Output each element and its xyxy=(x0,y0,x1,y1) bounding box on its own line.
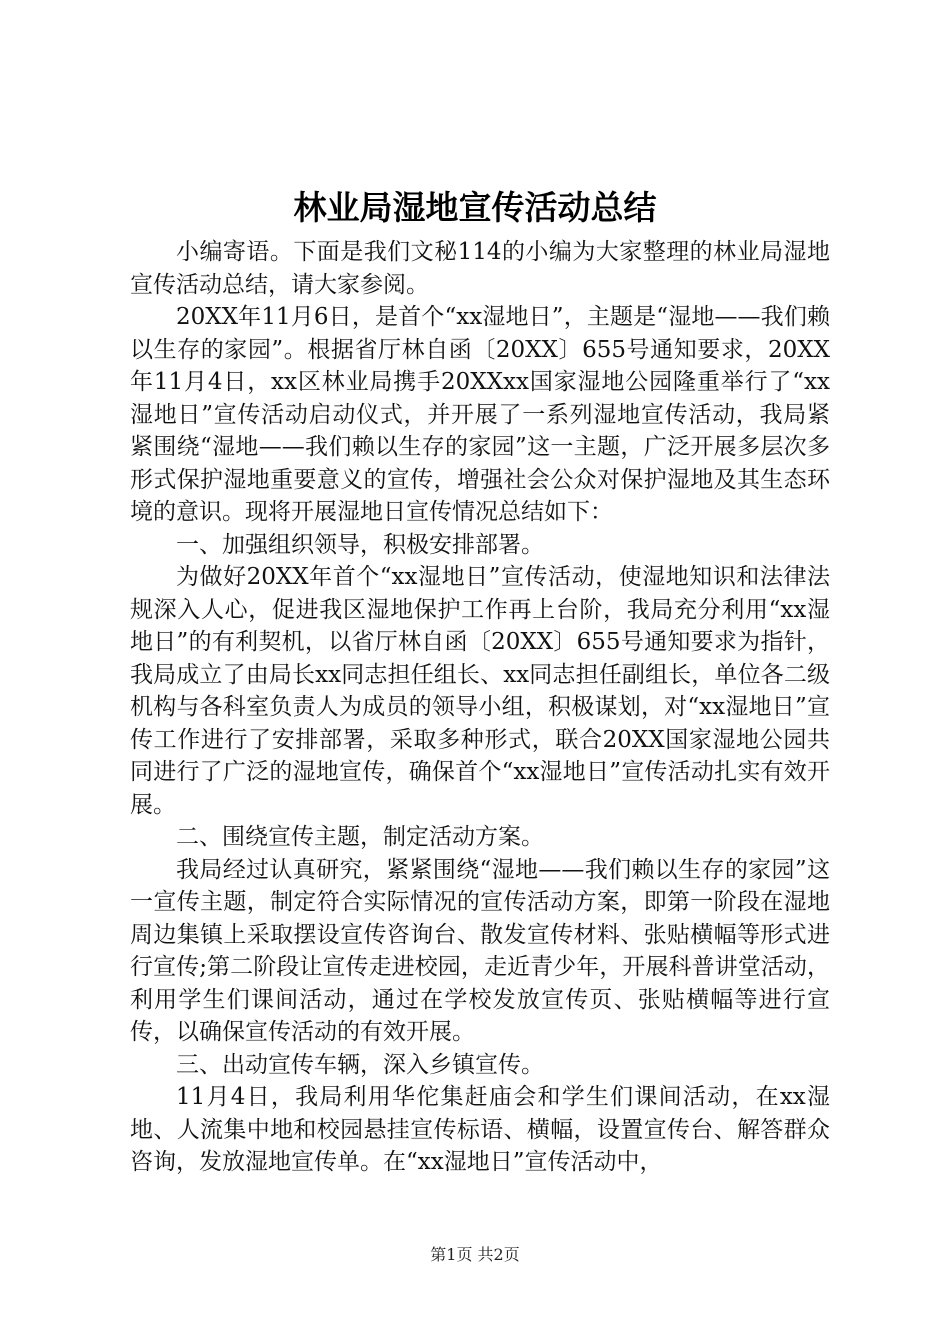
paragraph-section-3: 11月4日，我局利用华佗集赶庙会和学生们课间活动，在xx湿地、人流集中地和校园悬挂宣传标语、横幅，设置宣传台、解答群众咨询，发放湿地宣传单。在“xx湿地日”宣传活动中， xyxy=(130,1084,830,1175)
document-title: 林业局湿地宣传活动总结 xyxy=(293,188,657,227)
paragraph-section-1: 为做好20XX年首个“xx湿地日”宣传活动，使湿地知识和法律法规深入人心，促进我区湿地保护工作再上台阶，我局充分利用“xx湿地日”的有利契机，以省厅林自函〔20XX〕655号通知要求为指针，我局成立了由局长xx同志担任组长、xx同志担任副组长，单位各二级机构与各科室负责人为成员的领导小组，积极谋划，对“xx湿地日”宣传工作进行了安排部署，采取多种形式，联合20XX国家湿地公园共同进行了广泛的湿地宣传，确保首个“xx湿地日”宣传活动扎实有效开展。 xyxy=(130,564,830,818)
paragraph-overview: 20XX年11月6日，是首个“xx湿地日”，主题是“湿地——我们赖以生存的家园”。根据省厅林自函〔20XX〕655号通知要求，20XX年11月4日，xx区林业局携手20XXxx国家湿地公园隆重举行了“xx湿地日”宣传活动启动仪式，并开展了一系列湿地宣传活动，我局紧紧围绕“湿地——我们赖以生存的家园”这一主题，广泛开展多层次多形式保护湿地重要意义的宣传，增强社会公众对保护湿地及其生态环境的意识。现将开展湿地日宣传情况总结如下： xyxy=(130,304,830,525)
paragraph-section-2: 我局经过认真研究，紧紧围绕“湿地——我们赖以生存的家园”这一宣传主题，制定符合实际情况的宣传活动方案，即第一阶段在湿地周边集镇上采取摆设宣传咨询台、散发宣传材料、张贴横幅等形式进行宣传;第二阶段让宣传走进校园，走近青少年，开展科普讲堂活动，利用学生们课间活动，通过在学校发放宣传页、张贴横幅等进行宣传，以确保宣传活动的有效开展。 xyxy=(130,856,830,1045)
section-heading-2: 二、围绕宣传主题，制定活动方案。 xyxy=(176,824,544,850)
section-heading-3: 三、出动宣传车辆，深入乡镇宣传。 xyxy=(176,1051,544,1078)
document-body xyxy=(130,236,830,1179)
section-heading-1: 一、加强组织领导，积极安排部署。 xyxy=(176,531,544,558)
page-number-footer: 第1页 共2页 xyxy=(430,1245,520,1264)
paragraph-intro: 小编寄语。下面是我们文秘114的小编为大家整理的林业局湿地宣传活动总结，请大家参阅。 xyxy=(130,239,830,298)
